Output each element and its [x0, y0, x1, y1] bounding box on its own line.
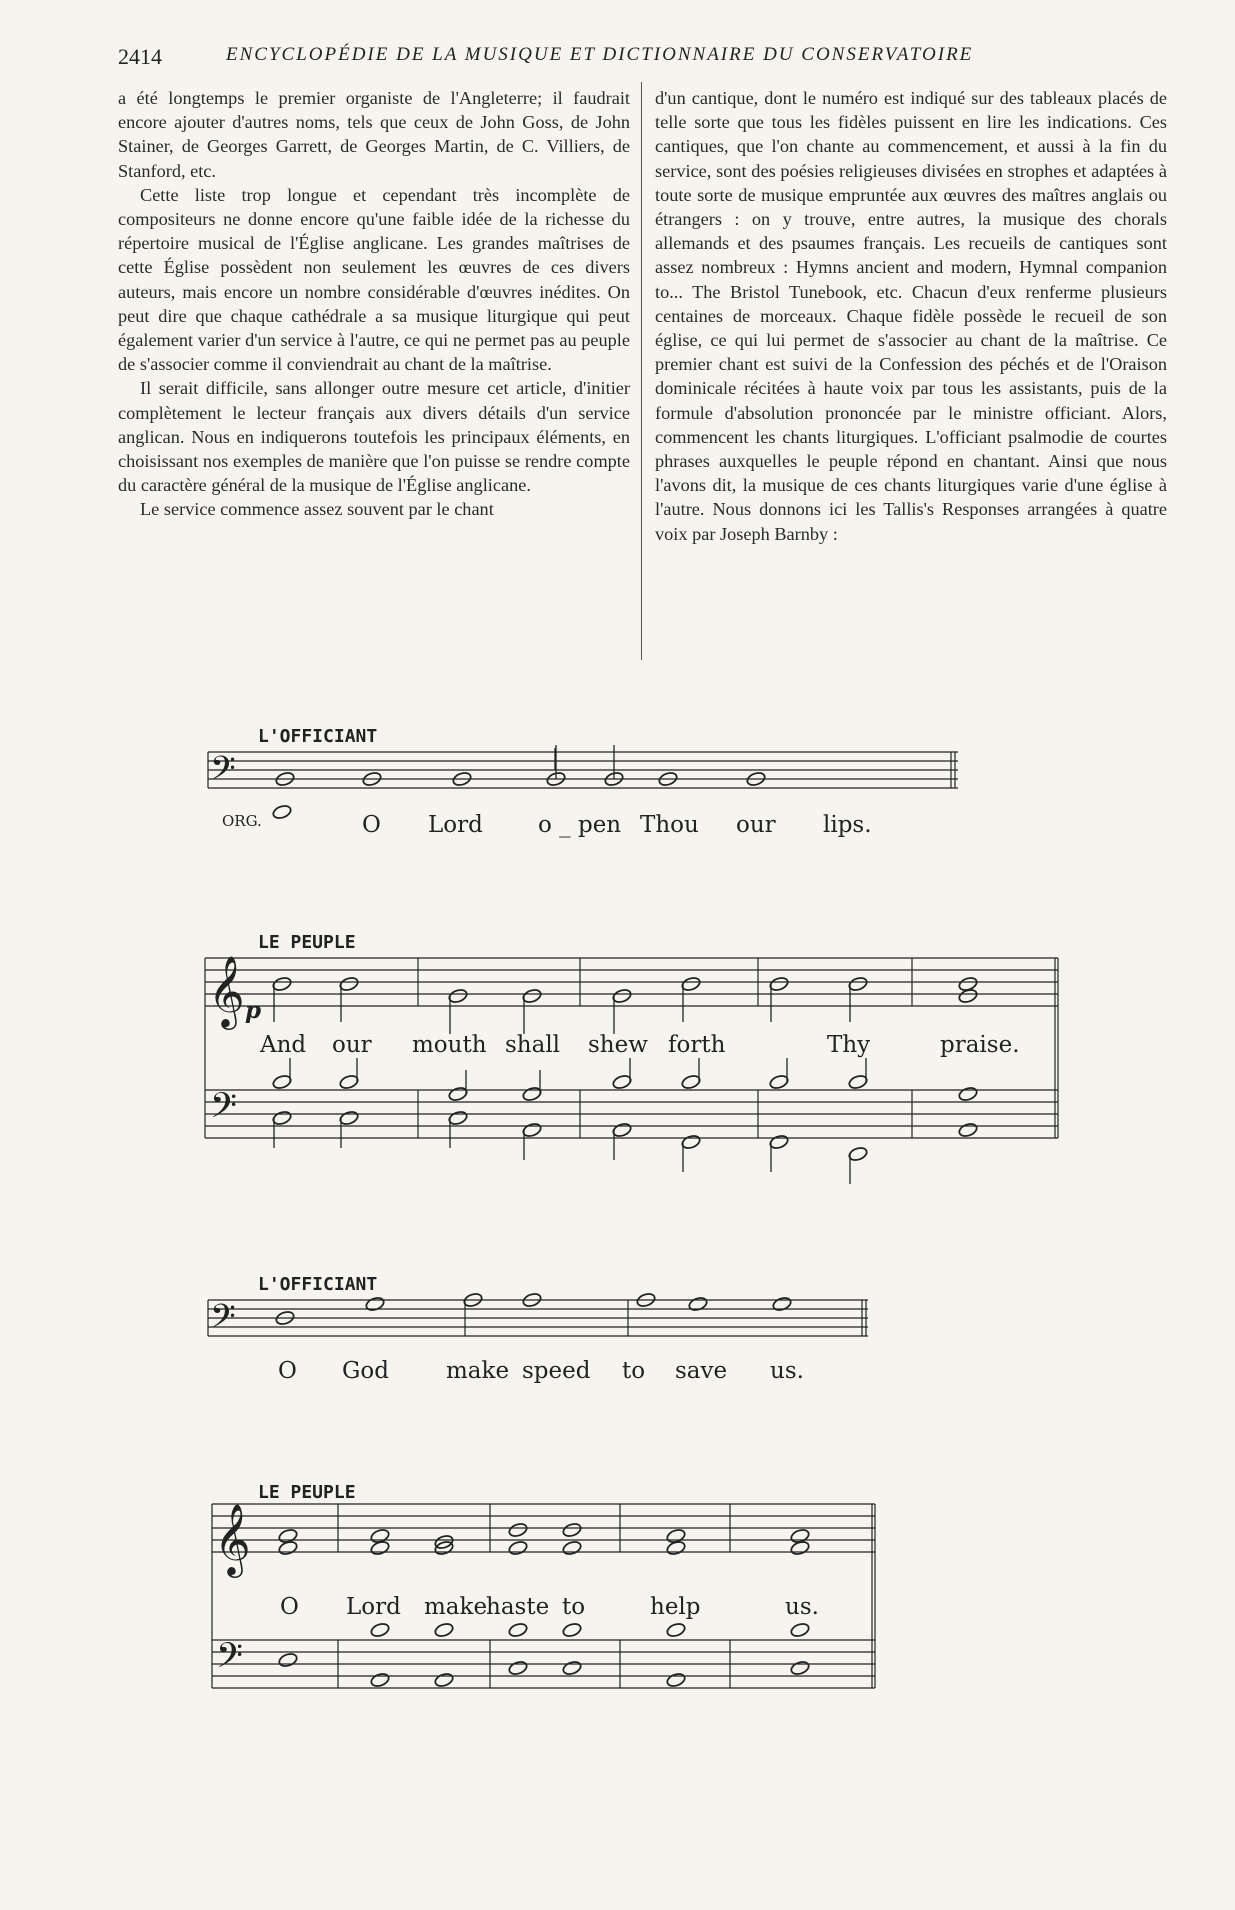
paragraph: Cette liste trop longue et cependant très incomplète de compositeurs ne donne encore qu'une faible idée de la richesse du répertoire musical de l'Église anglicane. Les grandes maîtrises de cette Église possèdent non seulement les œuvres de ces divers auteurs, mais encore un nombre considérable d'œuvres inédites. On peut dire que chaque cathédrale a sa musique liturgique qui peut également varier d'un service à l'autre, ce qui ne permet pas au peuple de s'associer comme il conviendrait au chant de la maîtrise. [118, 184, 630, 375]
treble-clef-icon: 𝄞 [208, 954, 245, 1027]
note-head [370, 1622, 391, 1638]
note-head [772, 1296, 793, 1312]
note-head [612, 1074, 633, 1090]
note-head [769, 1074, 790, 1090]
note-head [508, 1622, 529, 1638]
note-head [508, 1660, 529, 1676]
paragraph: Le service commence assez souvent par le chant [140, 499, 494, 520]
note-head [769, 1134, 790, 1150]
ex2-lyric: forth [668, 1032, 726, 1058]
note-head [562, 1660, 583, 1676]
note-head [769, 976, 790, 992]
note-head [790, 1660, 811, 1676]
ex1-lyric: Lord [428, 812, 483, 838]
note-head [612, 988, 633, 1004]
ex3-lyric: make [446, 1358, 510, 1384]
ex2-lyric: mouth [412, 1032, 487, 1058]
paragraph: d'un cantique, dont le numéro est indiqué sur des tableaux placés de telle sorte que tous les fidèles puissent en lire les indications. Ces cantiques, que l'on chante au commencement, et aussi à la fin du service, sont des poésies religieuses divisées en strophes et adaptées à toute sorte de musique empruntée aux œuvres des maîtres anglais ou étrangers : on y trouve, entre autres, la musique des chorals allemands et des psaumes français. Les recueils de cantiques sont assez nombreux : Hymns ancient and modern, Hymnal companion to... The Bristol Tunebook, etc. Chacun d'eux renferme plusieurs centaines de morceaux. Chaque fidèle possède le recueil de son église, ce qui lui permet de s'associer au chant de la maîtrise. Ce premier chant est suivi de la Confession des péchés et de l'Oraison dominicale récitées à haute voix par tous les assistants, puis de la formule d'absolution prononcée par le ministre officiant. Alors, commencent les chants liturgiques. L'officiant psalmodie de courtes phrases auxquelles le peuple répond en chantant. Ainsi que nous l'avons dit, la musique de ces chants liturgiques varie d'une église à l'autre. Nous donnons ici les Tallis's Responses arrangées à quatre voix par Joseph Barnby : [655, 88, 1167, 544]
note-head [666, 1540, 687, 1556]
paragraph: Il serait difficile, sans allonger outre mesure cet article, d'initier complètement le lecteur français aux divers détails d'un service anglican. Nous en indiquerons toutefois les principaux éléments, en choisissant nos exemples de manière que l'on puisse se rendre compte du caractère général de la musique de l'Église anglicane. [118, 378, 630, 496]
paragraph: a été longtemps le premier organiste de l'Angleterre; il faudrait encore ajouter d'autres noms, tels que ceux de John Goss, de John Stainer, de Georges Garrett, de Georges Martin, de C. Villiers, de Stanford, etc. [118, 88, 630, 181]
example3-label: L'OFFICIANT [258, 1274, 378, 1295]
ex3-lyric: O [278, 1358, 297, 1384]
note-head [272, 1110, 293, 1126]
note-head [848, 1074, 869, 1090]
example4-label: LE PEUPLE [258, 1482, 356, 1503]
org-label: ORG. [222, 812, 262, 830]
note-head [958, 1122, 979, 1138]
note-head [522, 1086, 543, 1102]
ex2-lyric: shew [588, 1032, 648, 1058]
ex4-lyric: O [280, 1594, 299, 1620]
note-head [790, 1622, 811, 1638]
note-head [278, 1652, 299, 1668]
treble-clef-icon: 𝄞 [214, 1502, 251, 1575]
note-head [339, 1074, 360, 1090]
note-head [681, 976, 702, 992]
note-head [958, 1086, 979, 1102]
note-head [666, 1622, 687, 1638]
note-head [562, 1622, 583, 1638]
note-head [790, 1540, 811, 1556]
bass-clef-icon: 𝄢 [210, 1085, 238, 1134]
note-head [958, 976, 979, 992]
ex4-lyric: to [562, 1594, 586, 1620]
dynamic-marking: p [245, 997, 262, 1024]
note-head [272, 976, 293, 992]
note-head [370, 1672, 391, 1688]
note-head [434, 1672, 455, 1688]
ex2-lyric: praise. [940, 1032, 1020, 1058]
note-head [562, 1522, 583, 1538]
running-title: ENCYCLOPÉDIE DE LA MUSIQUE ET DICTIONNAIRE DU CONSERVATOIRE [226, 44, 974, 65]
bass-clef-icon: 𝄢 [210, 750, 236, 796]
note-head [434, 1622, 455, 1638]
ex2-lyric: And [260, 1032, 307, 1058]
ex3-lyric: us. [770, 1358, 804, 1384]
note-head [365, 1296, 386, 1312]
bass-clef-icon: 𝄢 [216, 1635, 244, 1684]
ex3-lyric: save [675, 1358, 728, 1384]
note-head [339, 976, 360, 992]
note-head [272, 804, 293, 820]
ex3-lyric: to [622, 1358, 646, 1384]
note-head [508, 1522, 529, 1538]
note-head [272, 1074, 293, 1090]
ex2-lyric: Thy [827, 1032, 871, 1058]
ex1-lyric: our [736, 812, 776, 838]
note-head [370, 1540, 391, 1556]
ex1-lyric: Thou [640, 812, 699, 838]
note-head [522, 988, 543, 1004]
note-head [339, 1110, 360, 1126]
example2-label: LE PEUPLE [258, 932, 356, 953]
bass-clef-icon: 𝄢 [210, 1298, 236, 1344]
note-head [278, 1540, 299, 1556]
note-head [562, 1540, 583, 1556]
ex1-lyric: O [362, 812, 381, 838]
note-head [448, 1110, 469, 1126]
ex4-lyric: make [424, 1594, 488, 1620]
page-number: 2414 [118, 44, 162, 69]
note-head [508, 1540, 529, 1556]
ex2-lyric: shall [505, 1032, 561, 1058]
ex4-lyric: Lord [346, 1594, 401, 1620]
note-head [688, 1296, 709, 1312]
ex4-lyric: haste [486, 1594, 550, 1620]
note-head [522, 1122, 543, 1138]
example1-label: L'OFFICIANT [258, 726, 378, 747]
note-head [848, 976, 869, 992]
ex4-lyric: us. [785, 1594, 819, 1620]
ex4-lyric: help [650, 1594, 701, 1620]
note-head [681, 1134, 702, 1150]
note-head [848, 1146, 869, 1162]
ex1-lyric: o _ pen [538, 812, 622, 838]
note-head [448, 988, 469, 1004]
note-head [448, 1086, 469, 1102]
note-head [612, 1122, 633, 1138]
note-head [666, 1672, 687, 1688]
ex3-lyric: speed [522, 1358, 591, 1384]
ex2-lyric: our [332, 1032, 372, 1058]
ex3-lyric: God [342, 1358, 389, 1384]
note-head [681, 1074, 702, 1090]
ex1-lyric: lips. [823, 812, 872, 838]
